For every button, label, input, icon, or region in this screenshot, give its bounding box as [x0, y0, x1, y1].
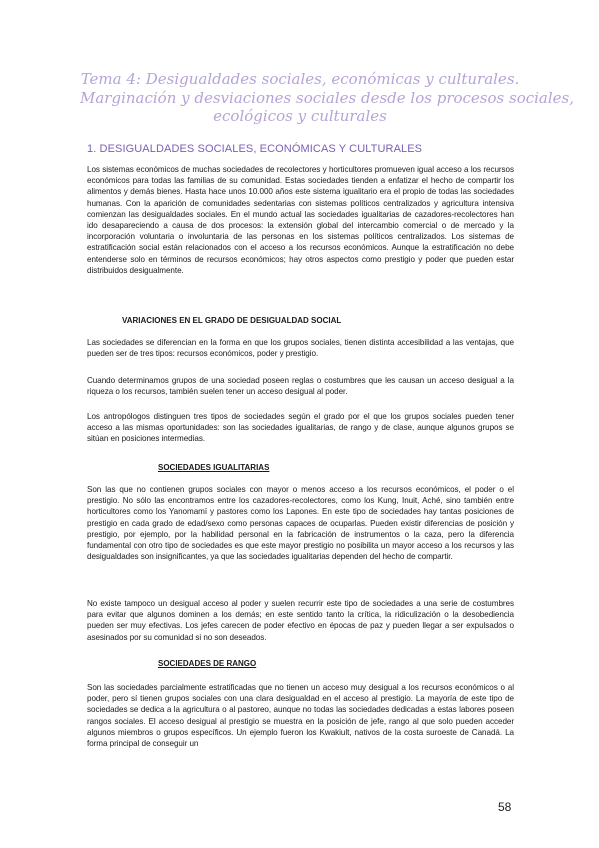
paragraph-variaciones-2: Cuando determinamos grupos de una sociedad poseen reglas o costumbres que les causan un acceso desigual a la riqueza o los recursos, también suelen tener un acceso desigual al poder.: [87, 376, 514, 397]
subheading-rango: SOCIEDADES DE RANGO: [158, 659, 257, 668]
section-heading: 1. DESIGUALDADES SOCIALES, ECONÓMICAS Y CULTURALES: [87, 143, 423, 155]
chapter-title-line: Marginación y desviaciones sociales desde los procesos sociales,: [80, 88, 575, 107]
subheading-variaciones: VARIACIONES EN EL GRADO DE DESIGUALDAD SOCIAL: [122, 316, 342, 325]
chapter-title-line: Tema 4: Desigualdades sociales, económicas y culturales.: [80, 70, 520, 88]
paragraph-rango-1: Son las sociedades parcialmente estratificadas que no tienen un acceso muy desigual a los recursos económicos o al poder, pero sí tienen grupos sociales con una clara desigualdad en el acceso al prestigio. La mayoría de este tipo de sociedades se dedica a la agricultura o al pastoreo, aunque no todas las sociedades dedicadas a estas labores poseen rangos sociales. El acceso desigual al prestigio se muestra en la posición de jefe, rango al que solo pueden acceder algunos miembros o grupos específicos. Un ejemplo fueron los Kwakiult, nativos de la costa suroeste de Canadá. La forma principal de conseguir un: [87, 683, 514, 749]
page-number: 58: [498, 800, 512, 814]
paragraph-igualitarias-2: No existe tampoco un desigual acceso al poder y suelen recurrir este tipo de sociedades a una serie de costumbres para evitar que algunos dominen a los demás; en este sentido tanto la crítica, la ridiculización o la desobediencia pueden ser muy efectivas. Los jefes carecen de poder efectivo en épocas de paz y pueden llegar a ser expulsados o asesinados por su comunidad si no son deseados.: [87, 599, 514, 642]
paragraph-variaciones-3: Los antropólogos distinguen tres tipos de sociedades según el grado por el que los grupos sociales pueden tener acceso a las mismas oportunidades: son las sociedades igualitarias, de rango y de clase, aunque algunos grupos se sitúan en posiciones intermedias.: [87, 412, 514, 444]
subheading-igualitarias: SOCIEDADES IGUALITARIAS: [158, 463, 270, 472]
paragraph-igualitarias-1: Son las que no contienen grupos sociales con mayor o menos acceso a los recursos económicos, el poder o el prestigio. No sólo las encontramos entre los cazadores-recolectores, como los Kung, Inuit, Aché, sino también entre horticultores como los Yanomamï y pastores como los Lapones. En este tipo de sociedades hay tantas posiciones de prestigio en cada grado de edad/sexo como personas capaces de ocuparlas. Pueden existir diferencias de posición y prestigio, por ejemplo, por la habilidad personal en la fabricación de instrumentos o la caza, pero la diferencia fundamental con otro tipo de sociedades es que este mayor prestigio no posibilita un mayor acceso a los recursos y las desigualdades son insignificantes, ya que las sociedades igualitarias dependen del hecho de compartir.: [87, 485, 514, 562]
paragraph-variaciones-1: Las sociedades se diferencian en la forma en que los grupos sociales, tienen distinta accesibilidad a las ventajas, que pueden ser de tres tipos: recursos económicos, poder y prestigio.: [87, 338, 514, 359]
chapter-title: [80, 70, 575, 126]
chapter-title-line: ecológicos y culturales: [213, 107, 387, 125]
paragraph-intro: Los sistemas económicos de muchas sociedades de recolectores y horticultores promueven igual acceso a los recursos económicos para todas las familias de su comunidad. Estas sociedades tienden a enfatizar el hecho de compartir los alimentos y demás bienes. Hasta hace unos 10.000 años este sistema igualitario era el propio de todas las sociedades humanas. Con la aparición de comunidades sedentarias con sistemas políticos centralizados y agricultura intensiva comienzan las desigualdades sociales. En el mundo actual las sociedades igualitarias de cazadores-recolectores han ido desapareciendo a causa de dos procesos: la extensión global del intercambio comercial o de mercado y la incorporación voluntaria o involuntaria de las personas en los sistemas políticos centralizados. Los sistemas de estratificación social están relacionados con el acceso a los recursos económicos. Aunque la estratificación no debe entenderse solo en términos de recursos económicos; hay otros aspectos como prestigio y poder que pueden estar distribuidos desigualmente.: [87, 165, 514, 275]
